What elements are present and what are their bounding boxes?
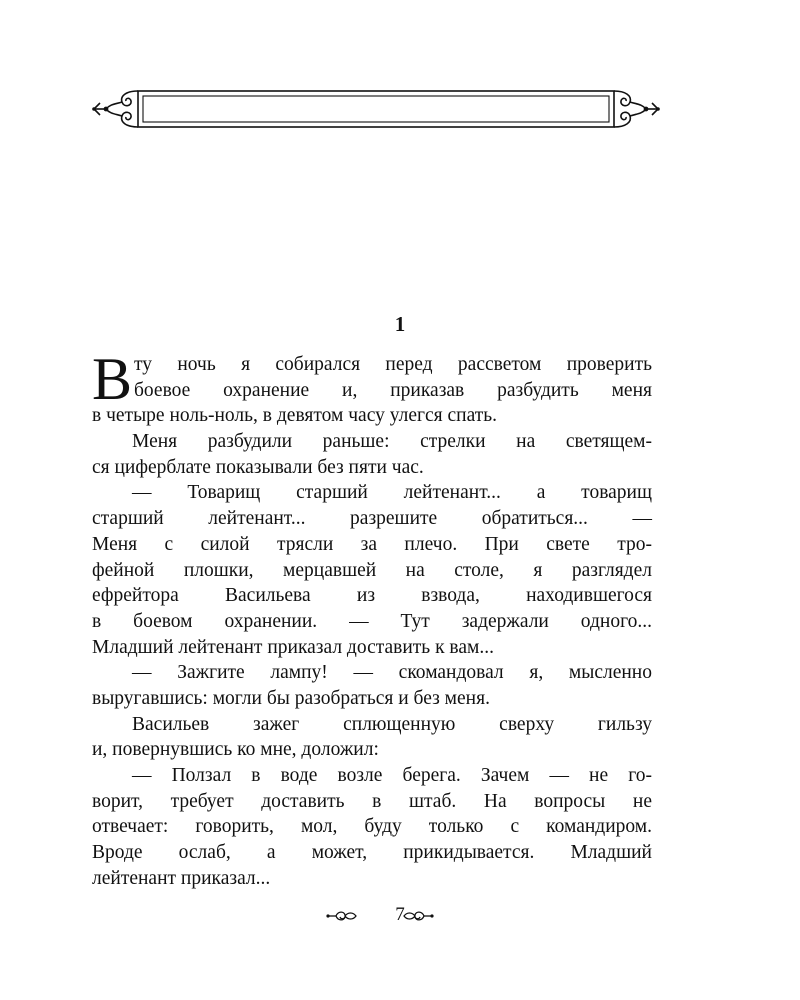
text-line: Меня разбудили раньше: стрелки на светящем-: [132, 431, 652, 453]
body-text: [92, 346, 652, 891]
text-line: в четыре ноль-ноль, в девятом часу улегся спать.: [92, 405, 498, 427]
text-line: ся циферблате показывали без пяти час.: [92, 456, 424, 478]
page-number: 7: [395, 904, 405, 925]
page-footer: [0, 902, 800, 932]
drop-cap: В: [92, 346, 133, 412]
text-line: ефрейтора Васильева из взвода, находившегося: [92, 585, 652, 607]
text-line: — Ползал в воде возле берега. Зачем — не го-: [132, 765, 652, 786]
text-line: ворит, требует доставить в штаб. На вопросы не: [92, 790, 652, 812]
text-line: Младший лейтенант приказал доставить к вам...: [92, 636, 494, 658]
chapter-number: 1: [394, 312, 406, 336]
header-ornament-frame: [86, 86, 666, 132]
text-line: Меня с силой трясли за плечо. При свете тро-: [92, 533, 652, 555]
text-line: старший лейтенант... разрешите обратиться... —: [92, 508, 652, 530]
text-line: боевое охранение и, приказав разбудить меня: [134, 379, 652, 401]
text-line: — Товарищ старший лейтенант... а товарищ: [132, 482, 652, 504]
text-line: и, повернувшись ко мне, доложил:: [92, 739, 379, 761]
text-line: лейтенант приказал...: [92, 867, 271, 889]
text-line: ту ночь я собирался перед рассветом проверить: [134, 354, 652, 375]
text-line: отвечает: говорить, мол, буду только с командиром.: [92, 816, 652, 838]
text-line: Васильев зажег сплющенную сверху гильзу: [132, 713, 652, 735]
text-line: — Зажгите лампу! — скомандовал я, мысленно: [132, 662, 652, 684]
text-line: выругавшись: могли бы разобраться и без меня.: [92, 687, 490, 709]
text-line: фейной плошки, мерцавшей на столе, я разглядел: [92, 559, 652, 581]
flourish-right-icon: [402, 908, 434, 924]
text-line: Вроде ослаб, а может, прикидывается. Младший: [92, 842, 652, 864]
text-line: в боевом охранении. — Тут задержали одного...: [92, 610, 652, 632]
